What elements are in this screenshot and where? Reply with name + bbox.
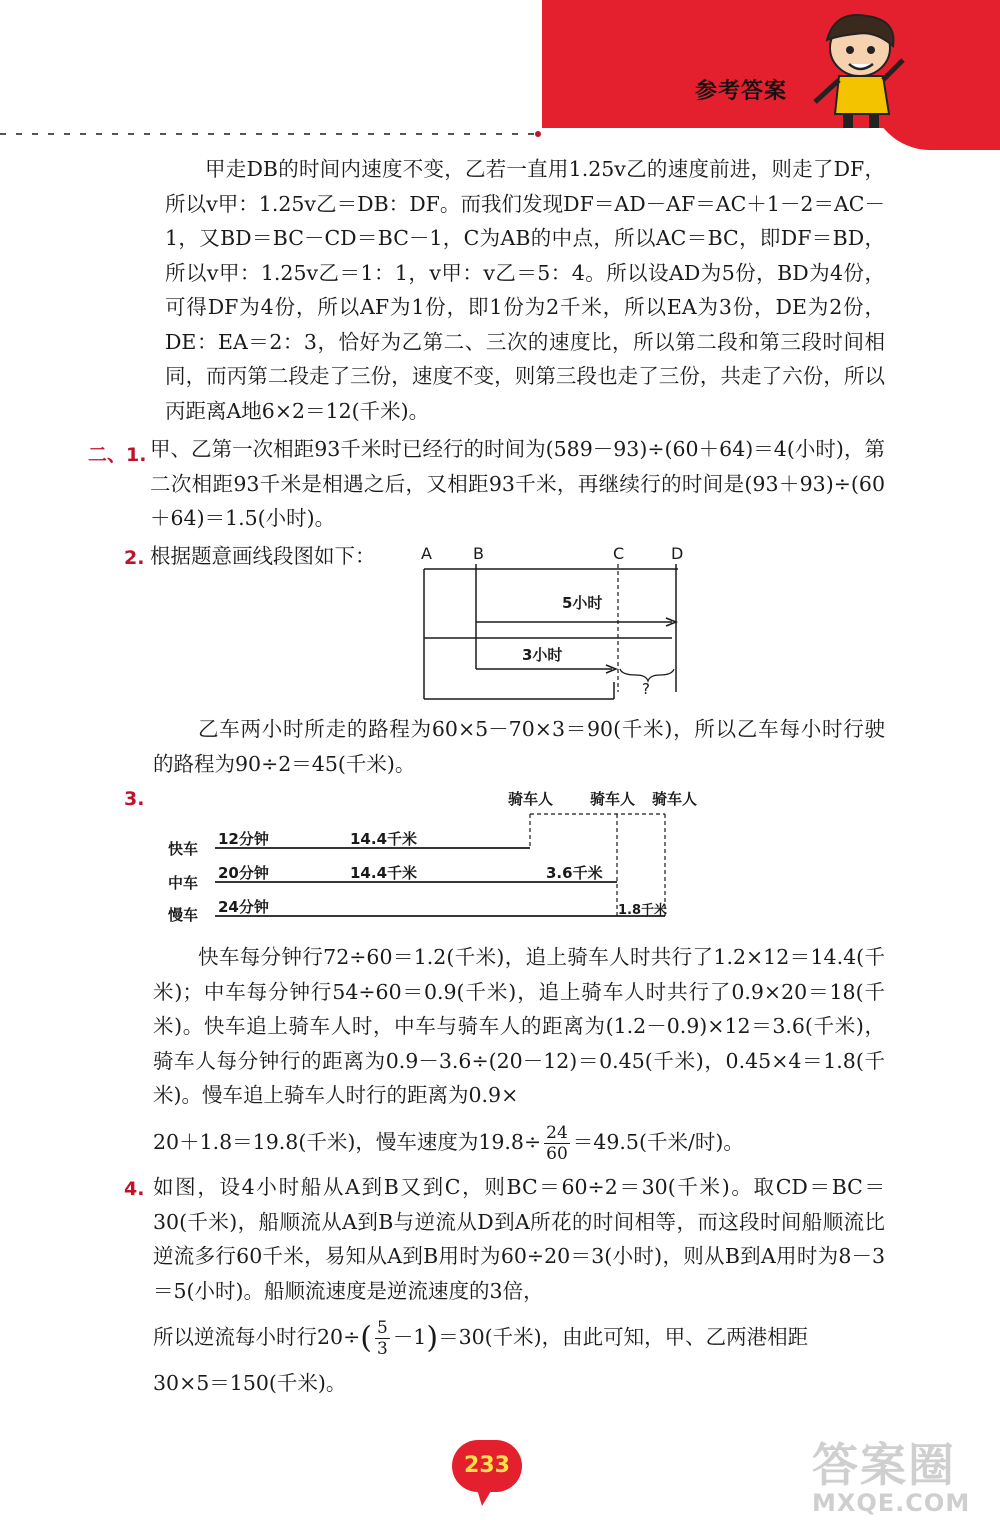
row-mid-name: 中车	[168, 874, 199, 892]
question-3-label: 3.	[124, 788, 145, 810]
point-label-d: D	[671, 544, 684, 563]
question-4-last-line: 30×5＝150(千米)。	[153, 1371, 347, 1395]
segment-diagram-2	[410, 542, 710, 707]
rider-label-1: 骑车人	[508, 790, 554, 808]
watermark	[812, 1440, 992, 1520]
question-3-tail-a: 20＋1.8＝19.8(千米)，慢车速度为19.8÷	[153, 1130, 542, 1154]
point-label-a: A	[421, 544, 432, 563]
mascot-icon	[805, 10, 910, 130]
fraction-denominator: 60	[546, 1144, 568, 1164]
question-1-answer: 甲、乙第一次相距93千米时已经行的时间为(589－93)÷(60＋64)＝4(小时)，第二次相距93千米是相遇之后，又相距93千米，再继续行的时间是(93＋93)÷(60＋64)＝1.5(小时)。	[150, 437, 885, 530]
question-4-answer: 如图，设4小时船从A到B又到C，则BC＝60÷2＝30(千米)。取CD＝BC＝30(千米)，船顺流从A到B与逆流从D到A所花的时间相等，而这段时间船顺流比逆流多行60千米，易知从A到B用时为60÷20＝3(小时)，则从B到A用时为8－3＝5(小时)。船顺流速度是逆流速度的3倍，	[153, 1175, 885, 1303]
question-4-tail-a: 所以逆流每小时行20÷	[153, 1325, 361, 1349]
paragraph-1: 甲走DB的时间内速度不变，乙若一直用1.25v乙的速度前进，则走了DF，所以v甲：1.25v乙＝DB：DF。而我们发现DF＝AD－AF＝AC＋1－2＝AC－1，又BD＝BC－CD＝BC－1，C为AB的中点，所以AC＝BC，即DF＝BD，所以v甲：1.25v乙＝1：1，v甲：v乙＝5：4。所以设AD为5份，BD为4份，可得DF为4份，所以AF为1份，即1份为2千米，所以EA为3份，DE为2份，DE：EA＝2：3，恰好为乙第二、三次的速度比，所以第二段和第三段时间相同，而丙第二段走了三份，速度不变，则第三段也走了三份，共走了六份，所以丙距离A地6×2＝12(千米)。	[165, 157, 885, 423]
row-slow-extra: 1.8千米	[618, 903, 668, 918]
row-mid-extra: 3.6千米	[546, 864, 603, 882]
question-4-label: 4.	[124, 1178, 145, 1200]
segment-diagram-3	[160, 786, 698, 926]
fraction-24-60	[544, 1123, 570, 1164]
fraction-5-3	[375, 1318, 390, 1359]
row-slow-name: 慢车	[168, 906, 199, 924]
header-title: 参考答案	[695, 79, 788, 104]
row-mid-time: 20分钟	[218, 864, 269, 882]
rider-label-3: 骑车人	[652, 790, 698, 808]
label-3h: 3小时	[522, 646, 563, 664]
page-number-badge	[452, 1440, 522, 1510]
row-fast-time: 12分钟	[218, 830, 269, 848]
question-4-minus: －1	[392, 1325, 427, 1349]
question-2-label: 2.	[124, 547, 145, 569]
fraction-numerator: 5	[376, 1318, 388, 1338]
question-4-tail-b: ＝30(千米)，由此可知，甲、乙两港相距	[438, 1325, 809, 1349]
row-fast-dist: 14.4千米	[350, 830, 418, 848]
fraction-numerator: 24	[546, 1123, 568, 1143]
header-dotted-line	[0, 130, 540, 138]
question-4-answer-tail	[153, 1313, 885, 1363]
badge-tail-icon	[474, 1486, 496, 1508]
fraction-denominator: 3	[376, 1339, 388, 1359]
question-2-answer: 乙车两小时所走的路程为60×5－70×3＝90(千米)，所以乙车每小时行驶的路程为90÷2＝45(千米)。	[153, 717, 885, 776]
watermark-text-top: 答案圈	[812, 1438, 956, 1492]
question-3-answer: 快车每分钟行72÷60＝1.2(千米)，追上骑车人时共行了1.2×12＝14.4(千米)；中车每分钟行54÷60＝0.9(千米)，追上骑车人时共行了0.9×20＝18(千米)。快车追上骑车人时，中车与骑车人的距离为(1.2－0.9)×12＝3.6(千米)，骑车人每分钟行的距离为0.9－3.6÷(20－12)＝0.45(千米)，0.45×4＝1.8(千米)。慢车追上骑车人时行的距离为0.9×	[153, 945, 885, 1107]
paren-close: )	[426, 1320, 439, 1356]
label-5h: 5小时	[562, 594, 603, 612]
point-label-c: C	[613, 544, 625, 563]
rider-label-2: 骑车人	[590, 790, 636, 808]
question-3-answer-tail	[153, 1120, 885, 1164]
watermark-text-bottom: MXQE.COM	[812, 1489, 971, 1517]
row-mid-dist: 14.4千米	[350, 864, 418, 882]
point-label-b: B	[473, 544, 484, 563]
row-fast-name: 快车	[168, 840, 199, 858]
label-question: ?	[642, 680, 650, 698]
row-slow-time: 24分钟	[218, 898, 269, 916]
page-number: 233	[452, 1440, 522, 1492]
question-1-label: 二、1.	[88, 444, 147, 466]
question-3-tail-b: ＝49.5(千米/时)。	[572, 1130, 744, 1154]
question-2-intro: 根据题意画线段图如下：	[150, 544, 376, 568]
paren-open: (	[360, 1320, 372, 1356]
